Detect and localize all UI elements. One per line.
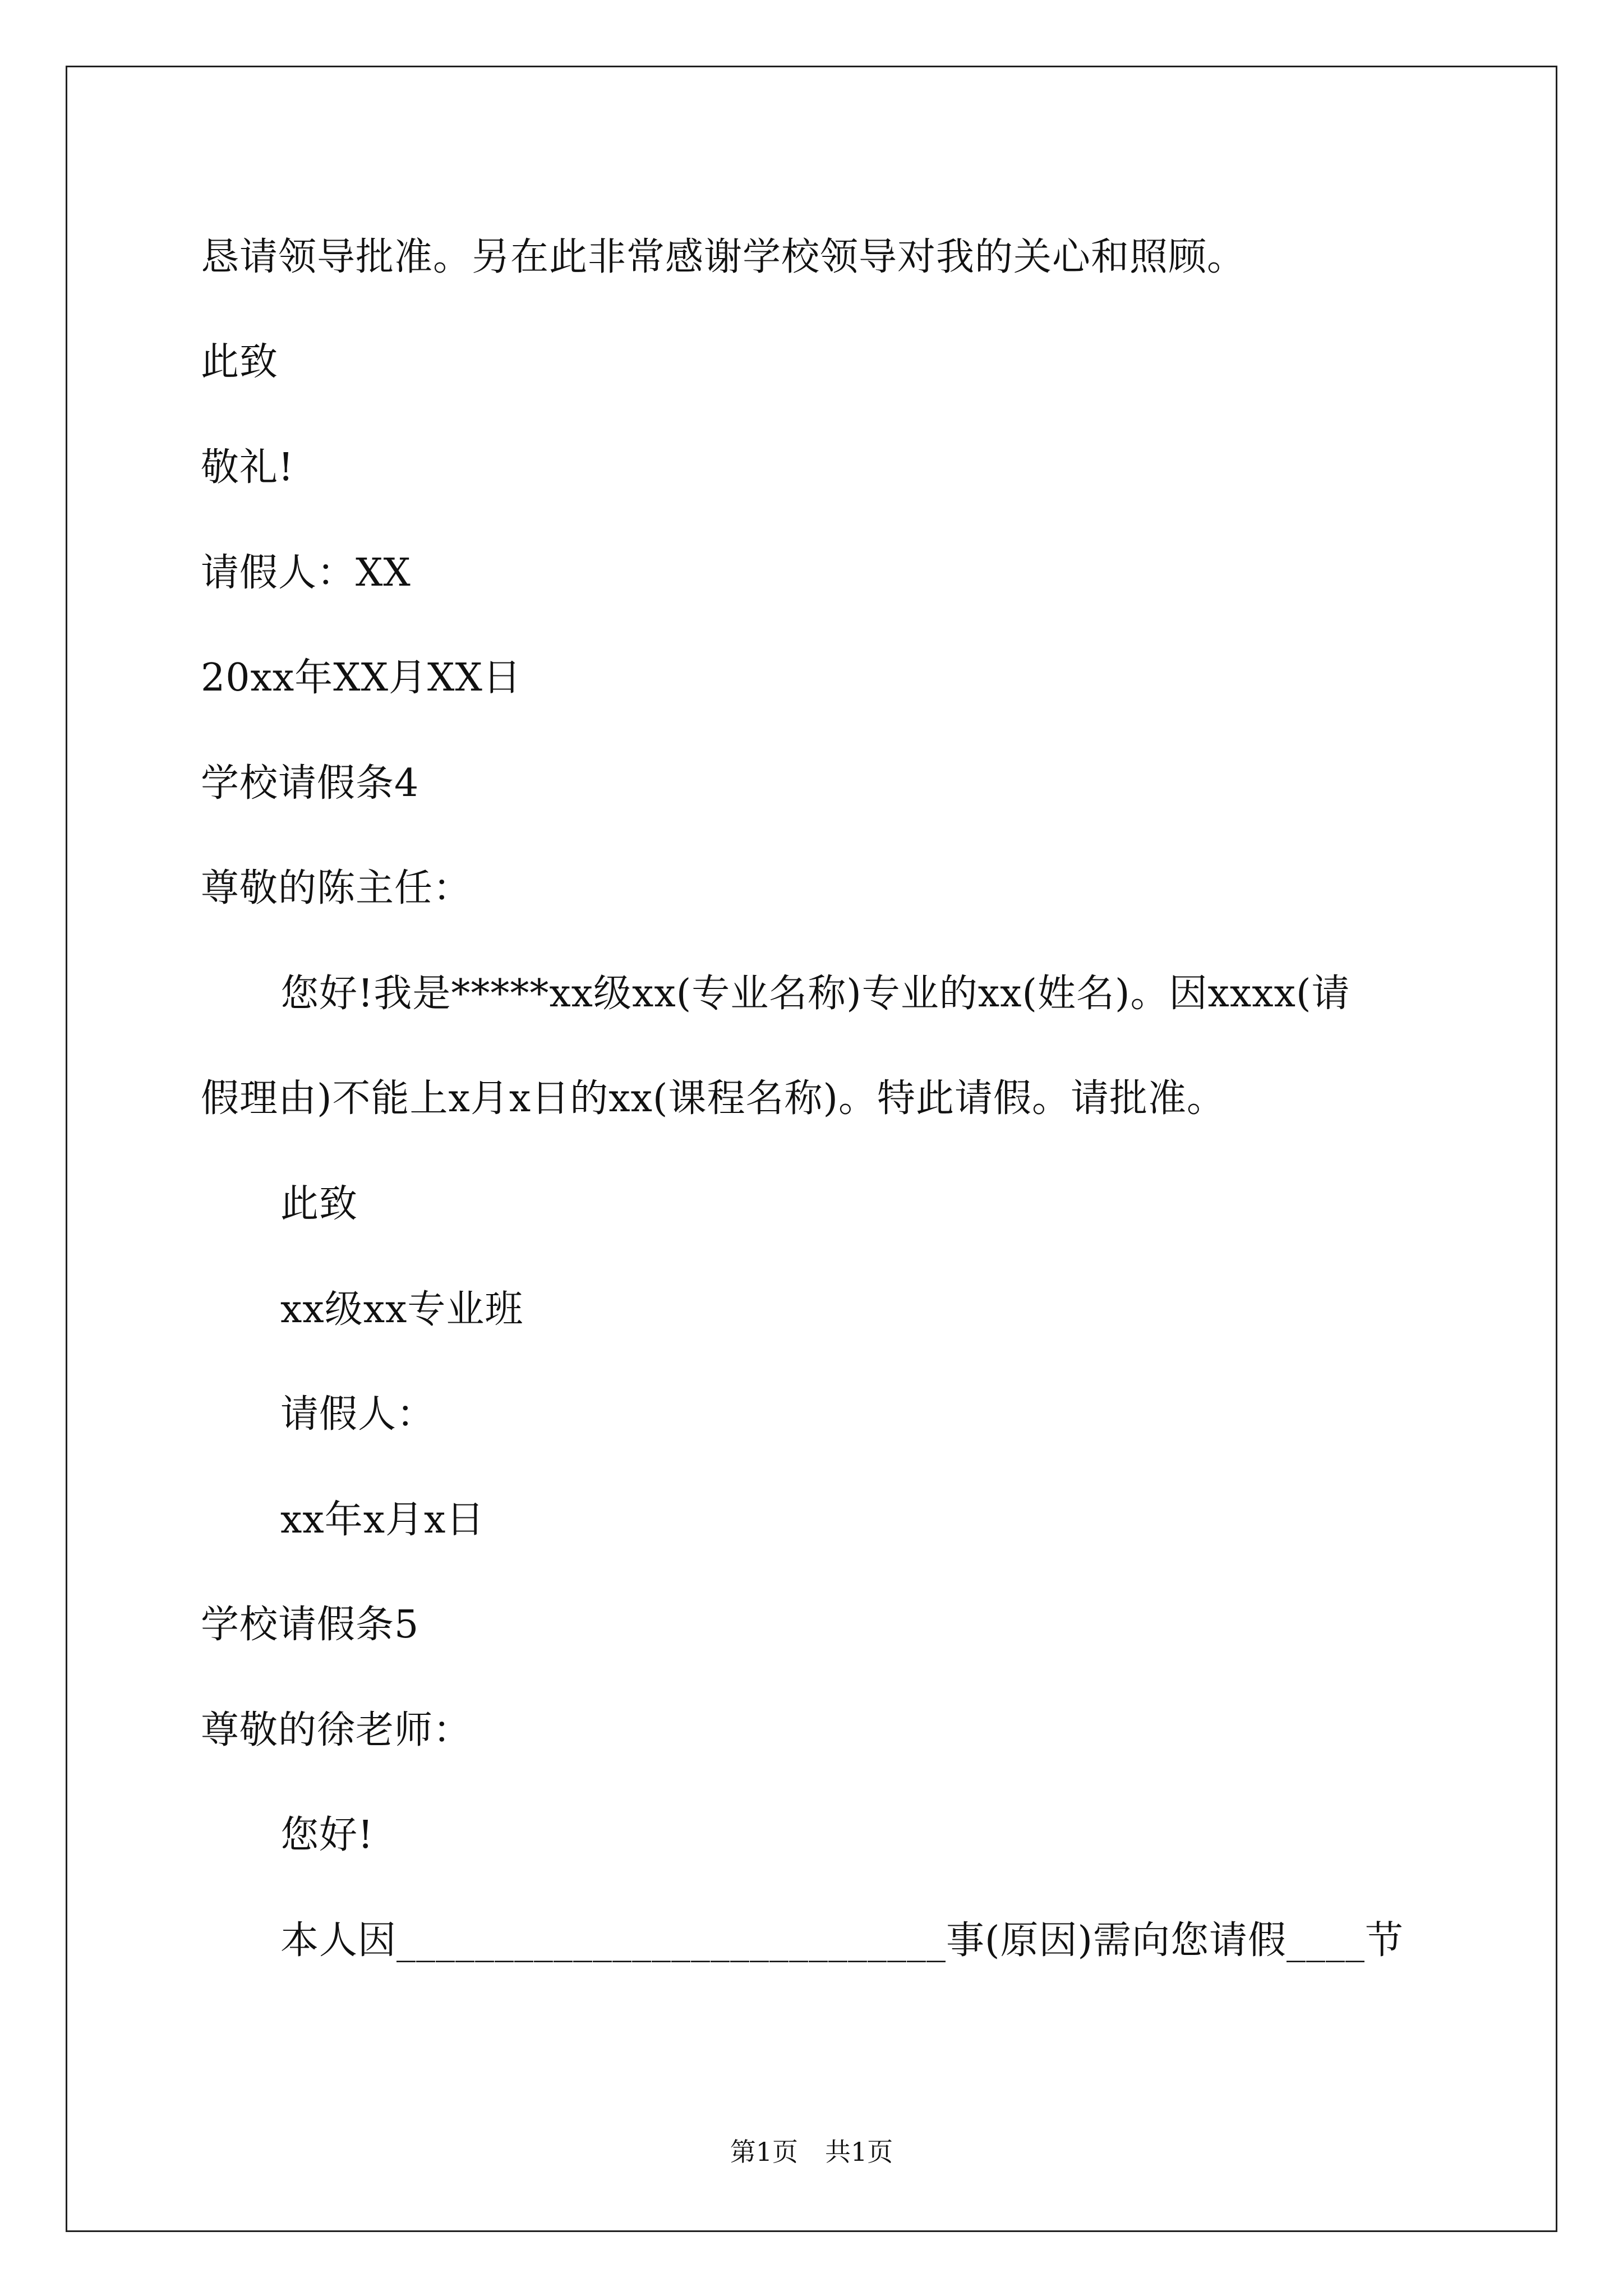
paragraph-line: 本人因____________________________事(原因)需向您请假____节 [280, 1918, 1404, 1963]
paragraph-line: 您好!我是*****xx级xx(专业名称)专业的xx(姓名)。因xxxx(请 [280, 972, 1350, 1016]
section-heading: 学校请假条5 [201, 1603, 419, 1647]
paragraph-line: 您好! [280, 1813, 374, 1857]
salutation-line: 此致 [201, 340, 279, 384]
page-number: 第1页 [730, 2137, 798, 2167]
page-footer [0, 2139, 1623, 2165]
greeting-line: 尊敬的陈主任： [201, 866, 472, 910]
signature-line: 请假人：XX [201, 551, 411, 595]
salutation-line: 敬礼! [201, 445, 294, 490]
paragraph-line: 假理由)不能上x月x日的xx(课程名称)。特此请假。请批准。 [201, 1076, 1225, 1121]
date-line: xx年x月x日 [280, 1498, 485, 1542]
section-heading: 学校请假条4 [201, 761, 419, 806]
greeting-line: 尊敬的徐老师： [201, 1708, 472, 1752]
paragraph-line: 恳请领导批准。另在此非常感谢学校领导对我的关心和照顾。 [201, 235, 1246, 279]
page-frame [66, 66, 1557, 2232]
page-total: 共1页 [825, 2137, 893, 2167]
date-line: 20xx年XX月XX日 [201, 656, 522, 700]
class-line: xx级xx专业班 [280, 1287, 524, 1332]
salutation-line: 此致 [280, 1182, 358, 1226]
signature-line: 请假人： [280, 1392, 436, 1437]
